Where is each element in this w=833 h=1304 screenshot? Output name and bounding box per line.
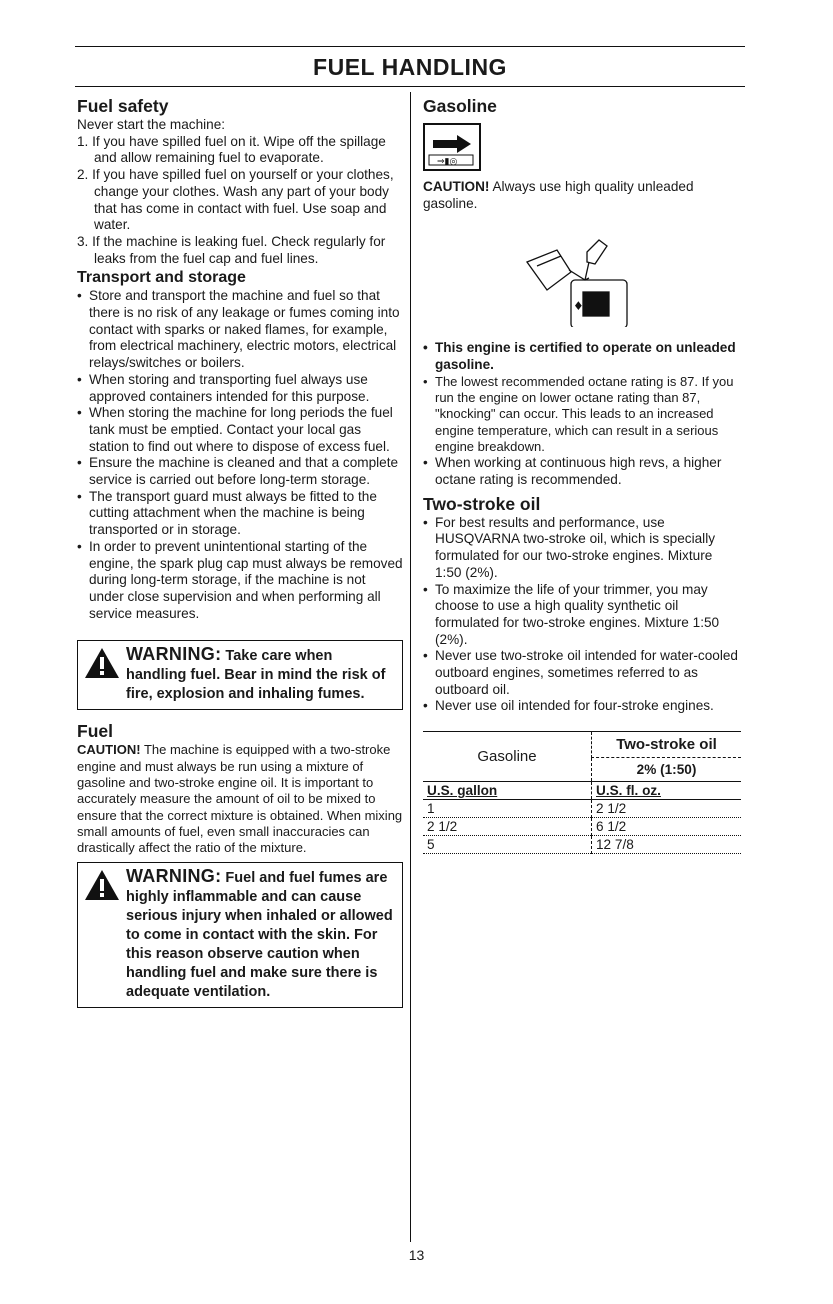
table-cell: 1	[423, 800, 592, 818]
list-item: • Store and transport the machine and fuel so that there is no risk of any leakage or fumes coming into contact with sparks or naked flames, for example, from electrical machinery, electric motors, electrical relays/switches or boilers.	[77, 288, 403, 372]
page-title: FUEL HANDLING	[313, 54, 507, 80]
list-item: • To maximize the life of your trimmer, you may choose to use a high quality synthetic oil formulated for two-stroke engines. Mixture 1:50 (2%).	[423, 582, 741, 649]
list-item: • The lowest recommended octane rating is 87. If you run the engine on lower octane rating than 87, "knocking" can occur. This leads to an increased engine temperature, which can result in a serious engine breakdown.	[423, 374, 741, 455]
svg-text:♦+: ♦+	[573, 299, 594, 314]
fuel-can-pouring-icon	[423, 232, 741, 327]
list-item: 1. If you have spilled fuel on it. Wipe off the spillage and allow remaining fuel to evaporate.	[77, 133, 386, 166]
warning-text: Fuel and fuel fumes are highly inflammable and can cause serious injury when inhaled or allowed to come in contact with the skin. For this reason observe caution when handling fuel and make sure there is adequate ventilation.	[126, 870, 393, 1001]
list-item: • Never use two-stroke oil intended for water-cooled outboard engines, sometimes referred to as outboard oil.	[423, 648, 741, 698]
top-rule	[75, 46, 745, 47]
table-cell: 5	[423, 836, 592, 854]
transport-list	[77, 288, 403, 622]
column-divider	[410, 92, 411, 1242]
left-column	[77, 92, 403, 1008]
table-header-gasoline: Gasoline	[423, 732, 592, 782]
table-row	[423, 800, 741, 818]
list-item: • In order to prevent unintentional starting of the engine, the spark plug cap must always be removed during long-term storage, if the machine is not under close supervision and when performing all service measures.	[77, 539, 403, 623]
fuel-mix-table	[423, 731, 741, 854]
list-item: • Ensure the machine is cleaned and that a complete service is carried out before long-term storage.	[77, 455, 403, 488]
list-item: • When working at continuous high revs, a higher octane rating is recommended.	[423, 455, 741, 488]
table-row	[423, 818, 741, 836]
table-unit-gasoline: U.S. gallon	[423, 782, 592, 800]
gasoline-heading: Gasoline	[423, 96, 497, 116]
two-stroke-list	[423, 515, 741, 715]
table-cell: 2 1/2	[423, 818, 592, 836]
table-cell: 12 7/8	[592, 836, 742, 854]
table-cell: 2 1/2	[592, 800, 742, 818]
list-item: • When storing and transporting fuel always use approved containers intended for this purpose.	[77, 372, 403, 405]
list-item: 3. If the machine is leaking fuel. Check regularly for leaks from the fuel cap and fuel lines.	[77, 233, 386, 266]
list-item: • Never use oil intended for four-stroke engines.	[423, 698, 741, 715]
warning-triangle-icon	[84, 869, 120, 901]
table-cell: 6 1/2	[592, 818, 742, 836]
list-item: 2. If you have spilled fuel on yourself or your clothes, change your clothes. Wash any part of your body that has come in contact with fuel. Use soap and water.	[77, 167, 394, 233]
gasoline-list	[423, 340, 741, 488]
table-unit-oil: U.S. fl. oz.	[592, 782, 742, 800]
fuel-text: The machine is equipped with a two-stroke engine and must always be run using a mixture of gasoline and two-stroke engine oil. It is important to accurately measure the amount of oil to be mixed to ensure that the correct mixture is obtained. When mixing small amounts of fuel, even small inaccuracies can drastically affect the ratio of the mixture.	[77, 742, 403, 856]
table-header-ratio: 2% (1:50)	[592, 758, 742, 782]
page-number: 13	[408, 1247, 425, 1263]
transport-heading: Transport and storage	[77, 269, 246, 287]
fuel-safety-list	[77, 134, 403, 268]
caution-label: CAUTION!	[423, 179, 490, 194]
fuel-heading: Fuel	[77, 721, 113, 742]
fuel-safety-intro: Never start the machine:	[77, 117, 226, 132]
fuel-pump-arrow-icon	[423, 123, 481, 171]
warning-box-handling	[77, 640, 403, 710]
list-item: • The transport guard must always be fitted to the cutting attachment when the machine is being transported or in storage.	[77, 489, 403, 539]
warning-label: WARNING:	[126, 644, 222, 665]
list-item: • When storing the machine for long periods the fuel tank must be emptied. Contact your local gas station to find out where to dispose of excess fuel.	[77, 405, 403, 455]
list-item: • For best results and performance, use HUSQVARNA two-stroke oil, which is specially formulated for our two-stroke engines. Mixture 1:50 (2%).	[423, 515, 741, 582]
title-rule	[75, 86, 745, 87]
two-stroke-heading: Two-stroke oil	[423, 493, 541, 514]
svg-text:⇒▮◎: ⇒▮◎	[437, 157, 458, 167]
table-row	[423, 836, 741, 854]
caution-text: Always use high quality unleaded gasoline.	[423, 179, 694, 211]
right-column	[423, 92, 741, 854]
fuel-safety-heading: Fuel safety	[77, 96, 169, 116]
warning-triangle-icon	[84, 647, 120, 679]
caution-label: CAUTION!	[77, 742, 141, 758]
list-item: • This engine is certified to operate on unleaded gasoline.	[423, 340, 741, 373]
gasoline-caution	[423, 179, 741, 212]
warning-text: Take care when handling fuel. Bear in mind the risk of fire, explosion and inhaling fumes.	[126, 648, 386, 703]
warning-label: WARNING:	[126, 866, 222, 887]
fuel-paragraph	[77, 742, 403, 856]
table-header-oil: Two-stroke oil	[592, 732, 742, 758]
warning-box-fumes	[77, 862, 403, 1008]
